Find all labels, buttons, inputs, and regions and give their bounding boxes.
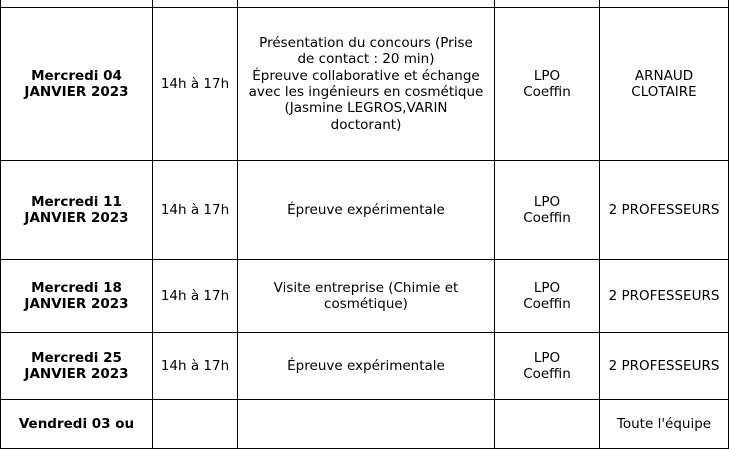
cell-place [495, 260, 600, 333]
description-line: Épreuve expérimentale [287, 201, 445, 218]
description-line: de contact : 20 min) [297, 51, 435, 68]
place-line: LPO [533, 193, 561, 210]
people-line: 2 PROFESSEURS [608, 201, 720, 218]
table-row [1, 260, 729, 333]
cell-people [600, 400, 729, 449]
cell-people [600, 0, 729, 8]
people-line: 2 PROFESSEURS [608, 287, 720, 304]
cell-place [495, 0, 600, 8]
people-line: ARNAUD [634, 67, 694, 84]
description-line: Épreuve collaborative et échange [252, 67, 480, 84]
cell-description [238, 0, 495, 8]
description-line: Épreuve expérimentale [287, 357, 445, 374]
cell-people [600, 333, 729, 400]
description-line: Présentation du concours (Prise [259, 34, 473, 51]
people-line: 2 PROFESSEURS [608, 357, 720, 374]
date-line: JANVIER 2023 [24, 366, 129, 382]
date-line: JANVIER 2023 [24, 210, 129, 226]
cell-description [238, 400, 495, 449]
place-line: Coeffin [523, 366, 571, 382]
date-line: Mercredi 04 [31, 67, 122, 84]
place-line: LPO [533, 67, 561, 84]
cell-date [1, 333, 153, 400]
table-row [1, 161, 729, 260]
cell-place [495, 333, 600, 400]
date-line: Mercredi 11 [31, 193, 122, 210]
cell-time: 14h à 17h [153, 8, 238, 161]
cell-date [1, 400, 153, 449]
cell-date [1, 8, 153, 161]
date-line: Vendredi 03 ou [18, 415, 135, 432]
cell-place [495, 8, 600, 161]
description-line: cosmétique) [324, 296, 408, 312]
table-row [1, 333, 729, 400]
table-row [1, 0, 729, 8]
date-line: Mercredi 18 [31, 279, 122, 296]
cell-description [238, 8, 495, 161]
description-line: avec les ingénieurs en cosmétique [248, 84, 484, 100]
cell-people [600, 161, 729, 260]
place-line: Coeffin [523, 210, 571, 226]
cell-time [153, 400, 238, 449]
cell-date [1, 0, 153, 8]
cell-time [153, 0, 238, 8]
cell-time: 14h à 17h [153, 260, 238, 333]
place-line: Coeffin [523, 84, 571, 100]
cell-place [495, 400, 600, 449]
schedule-table-body [1, 0, 729, 449]
description-line: Visite entreprise (Chimie et [273, 279, 459, 296]
cell-people [600, 260, 729, 333]
date-line: Mercredi 25 [31, 349, 122, 366]
cell-people [600, 8, 729, 161]
cell-place [495, 161, 600, 260]
cell-description [238, 260, 495, 333]
people-line: CLOTAIRE [631, 84, 697, 100]
date-line [5, 0, 148, 1]
cell-date [1, 260, 153, 333]
cell-description [238, 161, 495, 260]
cell-date [1, 161, 153, 260]
description-line: (Jasmine LEGROS,VARIN [284, 100, 448, 117]
place-line: LPO [533, 349, 561, 366]
table-row [1, 8, 729, 161]
people-line: Toute l'équipe [616, 415, 712, 432]
date-line: JANVIER 2023 [24, 84, 129, 100]
place-line: Coeffin [523, 296, 571, 312]
description-line: doctorant) [330, 116, 402, 133]
cell-time: 14h à 17h [153, 161, 238, 260]
place-line: LPO [533, 279, 561, 296]
cell-description [238, 333, 495, 400]
date-line: JANVIER 2023 [24, 296, 129, 312]
table-row [1, 400, 729, 449]
cell-time: 14h à 17h [153, 333, 238, 400]
